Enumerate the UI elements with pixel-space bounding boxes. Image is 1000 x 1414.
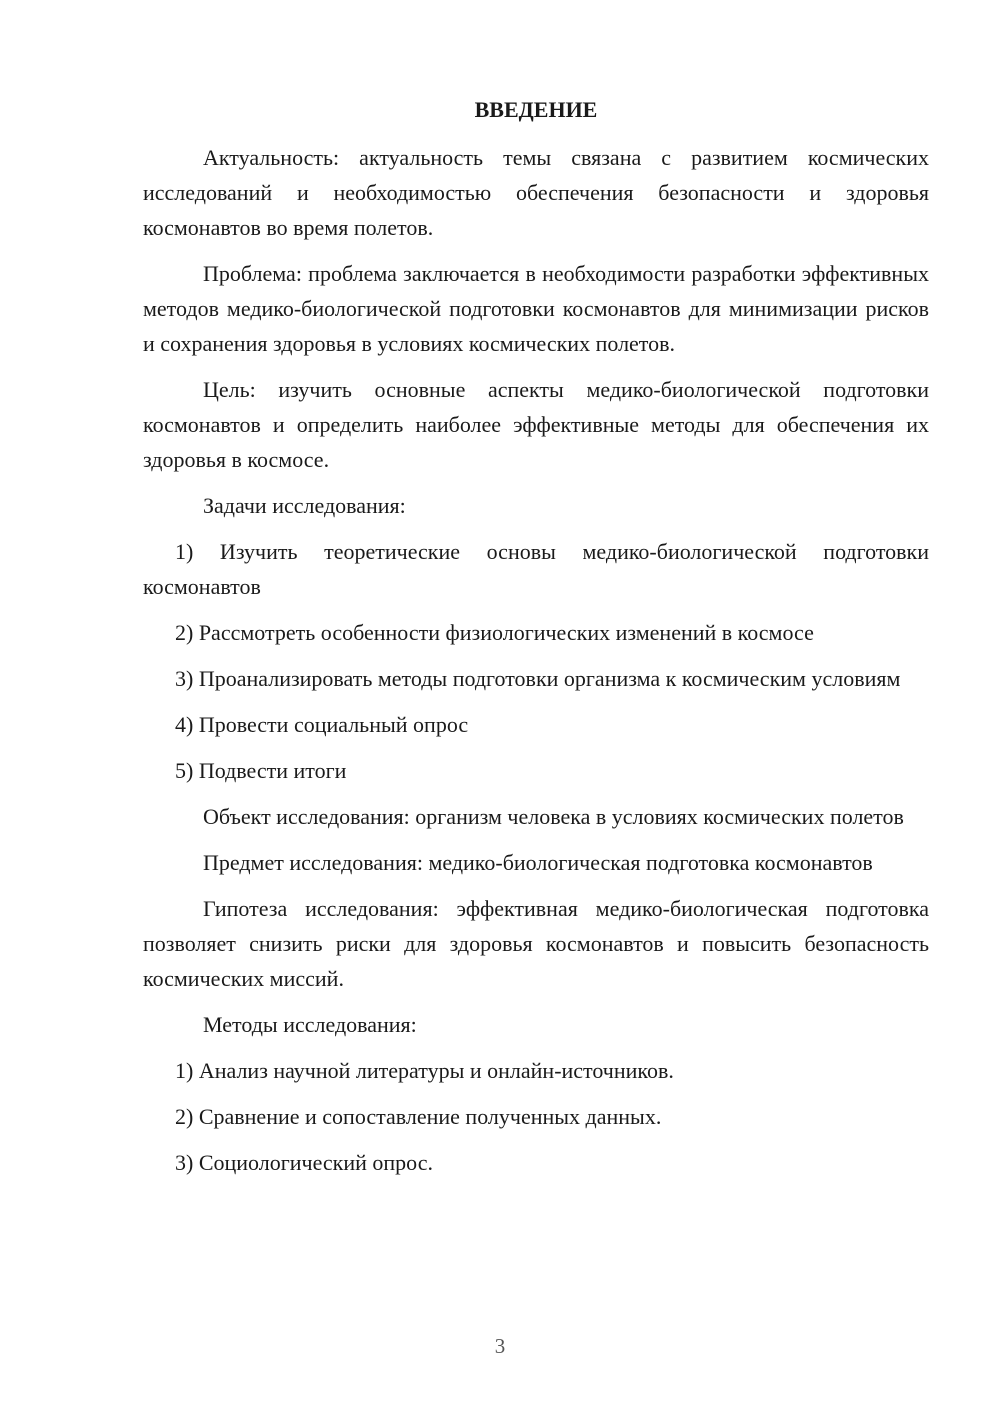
task-item-4: 4) Провести социальный опрос [175,712,469,737]
relevance-paragraph: Актуальность: актуальность темы связана с развитием космических исследований и необходимостью обеспечения безопасности и здоровья космонавтов во время полетов. [143,145,929,240]
goal-paragraph: Цель: изучить основные аспекты медико-биологической подготовки космонавтов и определить наиболее эффективные методы для обеспечения их здоровья в космосе. [143,377,929,472]
task-item-2: 2) Рассмотреть особенности физиологических изменений в космосе [175,620,814,645]
method-item-1: 1) Анализ научной литературы и онлайн-источников. [175,1058,674,1083]
methods-heading: Методы исследования: [203,1012,417,1037]
task-item-1: 1) Изучить теоретические основы медико-биологической подготовки космонавтов [143,539,929,599]
subject-paragraph: Предмет исследования: медико-биологическая подготовка космонавтов [203,850,873,875]
task-item-5: 5) Подвести итоги [175,758,347,783]
object-paragraph: Объект исследования: организм человека в условиях космических полетов [203,804,904,829]
hypothesis-paragraph: Гипотеза исследования: эффективная медико-биологическая подготовка позволяет снизить риски для здоровья космонавтов и повысить безопасность космических миссий. [143,896,929,991]
tasks-heading: Задачи исследования: [203,493,406,518]
method-item-2: 2) Сравнение и сопоставление полученных данных. [175,1104,662,1129]
problem-paragraph: Проблема: проблема заключается в необходимости разработки эффективных методов медико-биологической подготовки космонавтов для минимизации рисков и сохранения здоровья в условиях космических полетов. [143,261,929,356]
page-title: ВВЕДЕНИЕ [474,97,598,122]
document-page [143,95,929,1191]
task-item-3: 3) Проанализировать методы подготовки организма к космическим условиям [175,666,901,691]
page-number: 3 [494,1334,506,1358]
method-item-3: 3) Социологический опрос. [175,1150,433,1175]
